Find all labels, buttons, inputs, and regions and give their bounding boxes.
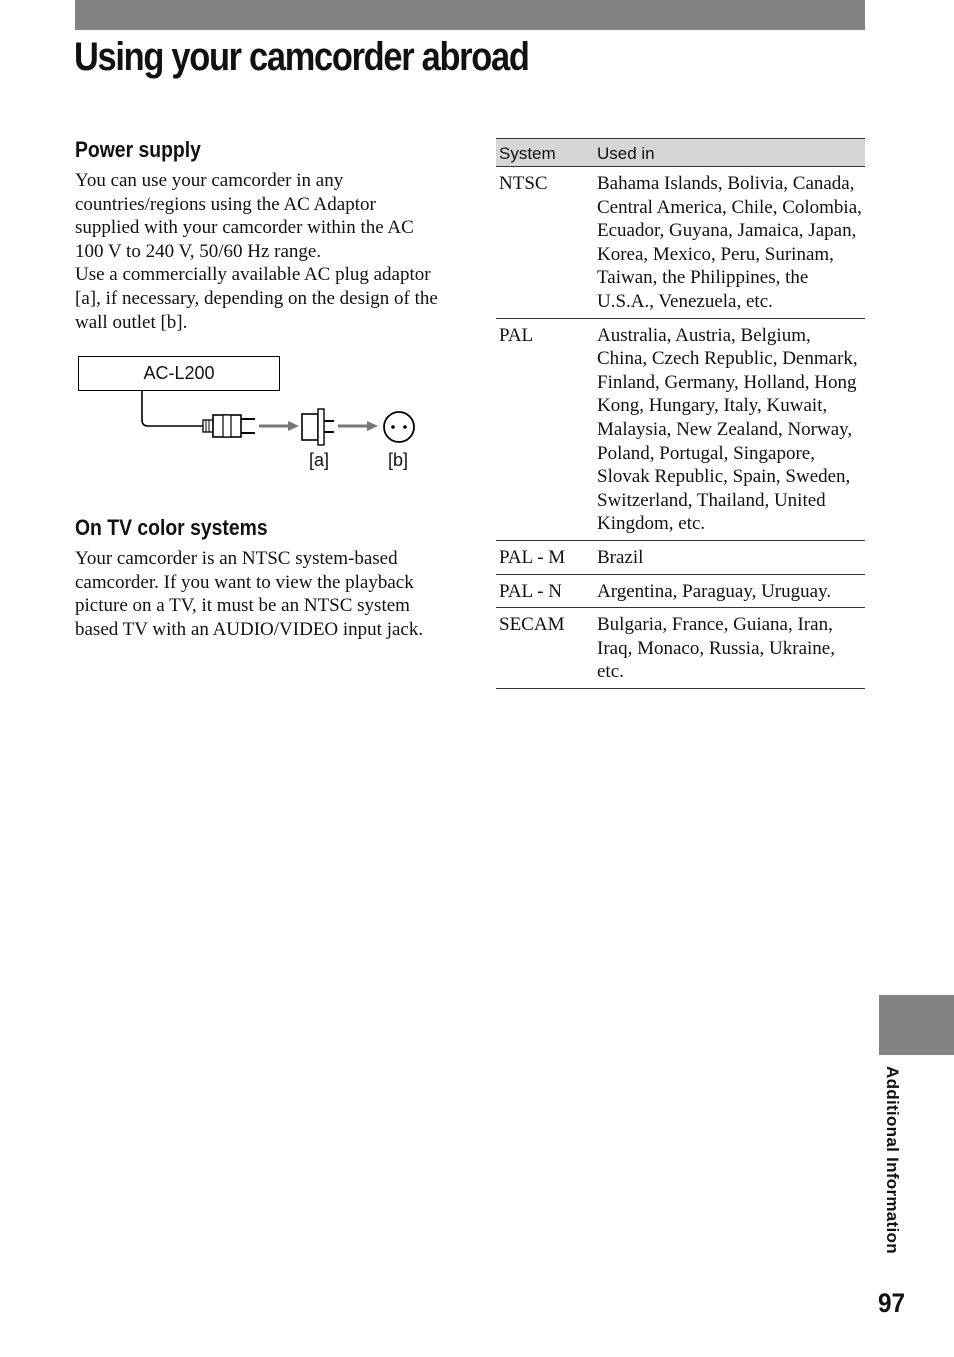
header-used-in: Used in <box>594 139 865 167</box>
top-bar <box>75 0 865 30</box>
system-cell: NTSC <box>496 167 594 319</box>
page-title: Using your camcorder abroad <box>74 35 529 79</box>
power-supply-text <box>75 169 440 334</box>
used-in-cell: Australia, Austria, Belgium, China, Czech Republic, Denmark, Finland, Germany, Holland, Hong Kong, Hungary, Italy, Kuwait, Malaysia, New Zealand, Norway, Poland, Portugal, Singapore, Slovak Republic, Spain, Sweden, Switzerland, Thailand, United Kingdom, etc. <box>594 318 865 540</box>
table-row <box>496 167 865 319</box>
power-supply-paragraph-2: Use a commercially available AC plug adaptor [a], if necessary, depending on the design of the wall outlet [b]. <box>75 264 438 333</box>
label-a: [a] <box>309 450 330 470</box>
table-row <box>496 318 865 540</box>
system-cell: PAL <box>496 318 594 540</box>
section-label-text: Additional Information <box>883 1066 902 1254</box>
power-supply-heading: Power supply <box>75 137 201 162</box>
used-in-cell: Brazil <box>594 540 865 574</box>
label-b: [b] <box>388 450 409 470</box>
system-cell: PAL - M <box>496 540 594 574</box>
tv-color-heading: On TV color systems <box>75 515 268 540</box>
used-in-cell: Argentina, Paraguay, Uruguay. <box>594 574 865 608</box>
plug-diagram-graphic <box>75 352 425 472</box>
system-cell: PAL - N <box>496 574 594 608</box>
table-header-row <box>496 139 865 167</box>
system-cell: SECAM <box>496 608 594 689</box>
table-row <box>496 574 865 608</box>
table-row <box>496 608 865 689</box>
plug-adaptor-diagram <box>75 352 425 472</box>
header-system: System <box>496 139 594 167</box>
section-tab <box>879 995 954 1055</box>
page-number: 97 <box>878 1288 906 1318</box>
color-systems-table <box>496 138 865 689</box>
used-in-cell: Bahama Islands, Bolivia, Canada, Central America, Chile, Colombia, Ecuador, Guyana, Jamaica, Japan, Korea, Mexico, Peru, Surinam, Taiwan, the Philippines, the U.S.A., Venezuela, etc. <box>594 167 865 319</box>
section-label <box>882 1066 904 1261</box>
table-row <box>496 540 865 574</box>
power-supply-paragraph-1: You can use your camcorder in any countries/regions using the AC Adaptor supplied with your camcorder within the AC 100 V to 240 V, 50/60 Hz range. <box>75 170 414 262</box>
ac-adaptor-box: AC-L200 <box>78 356 280 391</box>
tv-color-text: Your camcorder is an NTSC system-based camcorder. If you want to view the playback picture on a TV, it must be an NTSC system based TV with an AUDIO/VIDEO input jack. <box>75 548 424 640</box>
used-in-cell: Bulgaria, France, Guiana, Iran, Iraq, Monaco, Russia, Ukraine, etc. <box>594 608 865 689</box>
